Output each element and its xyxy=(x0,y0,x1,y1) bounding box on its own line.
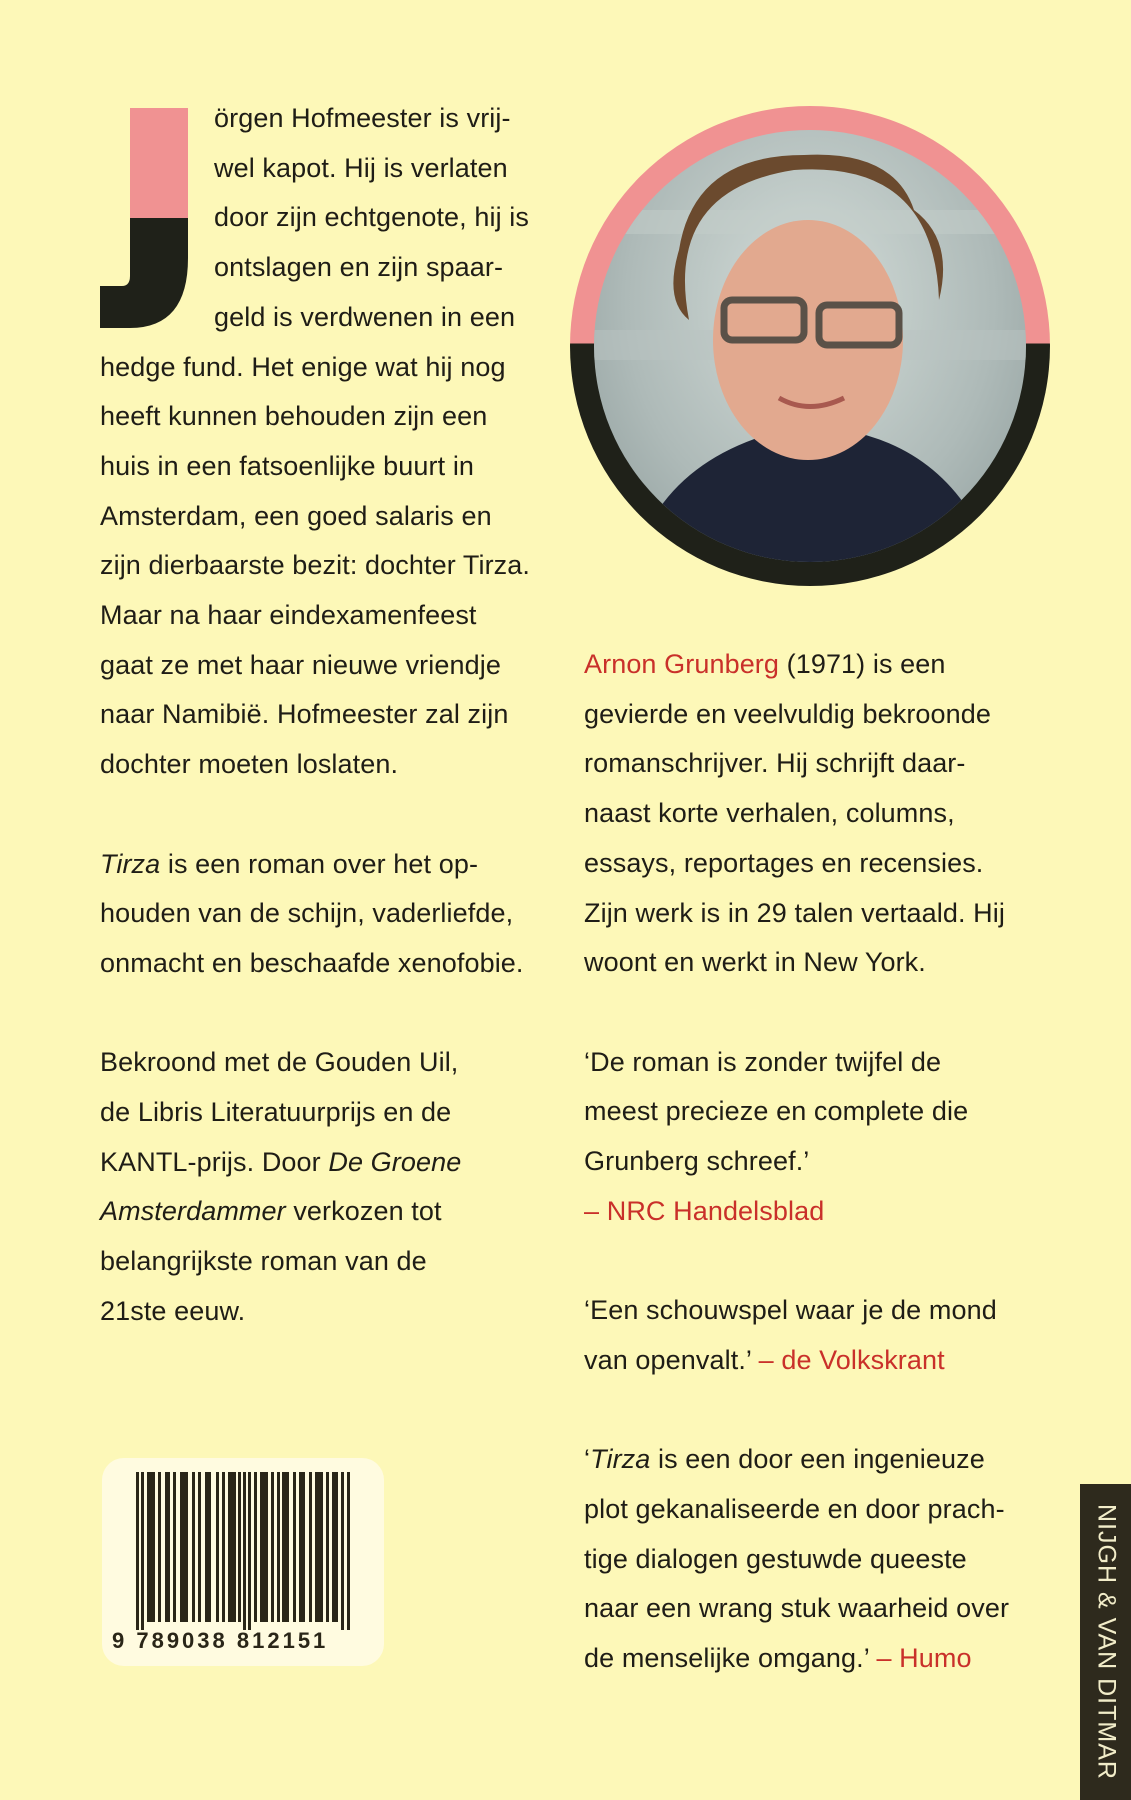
author-photo xyxy=(594,130,1026,562)
blurb-line: örgen Hofmeester is vrij- xyxy=(214,103,511,133)
barcode-bars xyxy=(136,1472,356,1630)
blurb-line: naar Namibië. Hofmeester zal zijn xyxy=(100,699,509,730)
book-title: Tirza xyxy=(100,848,161,879)
blurb-line: heeft kunnen behouden zijn een xyxy=(100,401,488,432)
blurb-line: zijn dierbaarste bezit: dochter Tirza. xyxy=(100,550,530,581)
blurb-line: door zijn echtgenote, hij is xyxy=(214,202,529,233)
author-portrait xyxy=(570,106,1050,586)
blurb-line: huis in een fatsoenlijke buurt in xyxy=(100,450,475,481)
author-name: Arnon Grunberg xyxy=(584,649,780,679)
publisher-name: NIJGH & VAN DITMAR xyxy=(1092,1504,1120,1780)
blurb-line: Maar na haar eindexamenfeest xyxy=(100,600,477,631)
left-column xyxy=(100,94,560,1337)
isbn-number: 9 789038 812151 xyxy=(112,1628,329,1653)
blurb-line: geld is verdwenen in een xyxy=(214,301,516,332)
blurb-line: gaat ze met haar nieuwe vriendje xyxy=(100,649,501,680)
author-bio: Arnon Grunberg (1971) is een gevierde en veelvuldig bekroonde romanschrijver. Hij schrijft daar- naast korte verhalen, columns, essays, reportages en recensies. Zijn werk is in 29 talen vertaald. Hij woont en werkt in New York. xyxy=(584,649,1005,978)
awards: Bekroond met de Gouden Uil, de Libris Literatuurprijs en de KANTL-prijs. Door De Groene Amsterdammer verkozen tot belangrijkste roman van de 21ste eeuw. xyxy=(100,1047,462,1326)
blurb xyxy=(100,94,560,790)
review-source: – NRC Handelsblad xyxy=(584,1195,825,1226)
review-humo: ‘Tirza is een door een ingenieuze plot gekanaliseerde en door prach- tige dialogen gestuwde queeste naar een wrang stuk waarheid over de menselijke omgang.’ – Humo xyxy=(584,1444,1010,1674)
blurb-line: ontslagen en zijn spaar- xyxy=(214,252,504,283)
review-source: – de Volkskrant xyxy=(758,1344,945,1375)
review-nrc: ‘De roman is zonder twijfel de meest precieze en complete die Grunberg schreef.’ – NRC Handelsblad xyxy=(584,1038,1064,1237)
review-source: – Humo xyxy=(876,1643,972,1674)
blurb-line: Amsterdam, een goed salaris en xyxy=(100,500,492,531)
blurb-line: dochter moeten loslaten. xyxy=(100,749,399,780)
publisher-spine xyxy=(1080,1484,1131,1800)
blurb-line: hedge fund. Het enige wat hij nog xyxy=(100,351,506,382)
right-column xyxy=(584,640,1064,1684)
blurb-line: wel kapot. Hij is verlaten xyxy=(214,152,508,183)
summary: Tirza is een roman over het op- houden van de schijn, vaderliefde, onmacht en beschaafde xenofobie. xyxy=(100,848,524,978)
isbn-barcode xyxy=(102,1458,384,1666)
review-volkskrant: ‘Een schouwspel waar je de mond van openvalt.’ – de Volkskrant xyxy=(584,1295,997,1375)
